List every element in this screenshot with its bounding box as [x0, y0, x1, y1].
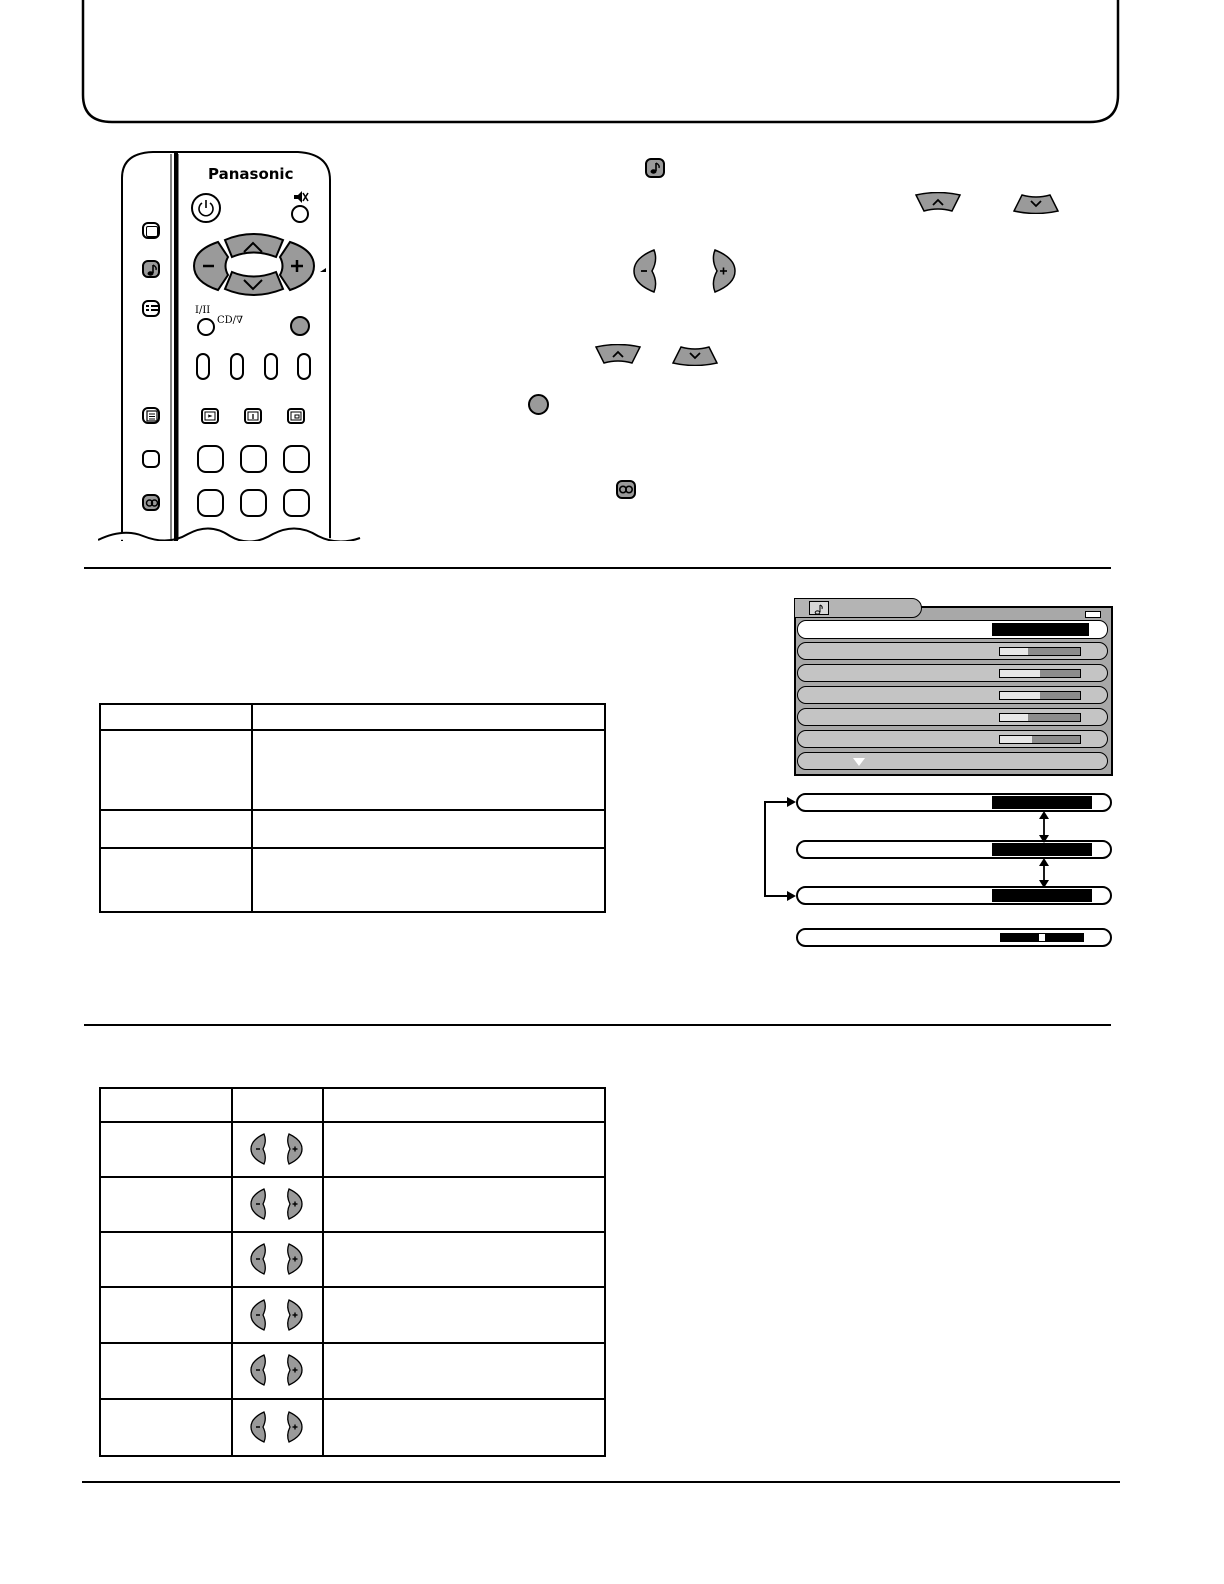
- osd-level-bar: [999, 735, 1081, 744]
- surround-icon: [618, 482, 634, 497]
- aspect-icon: [203, 410, 217, 422]
- step-gray-button: [528, 394, 549, 415]
- osd-level-bar: [999, 647, 1081, 656]
- power-button[interactable]: [191, 193, 221, 223]
- osd-tab: [794, 598, 922, 618]
- plus-icon: [284, 1410, 304, 1444]
- list-button[interactable]: [142, 300, 160, 317]
- minus-icon: [249, 1410, 269, 1444]
- list-icon: [145, 303, 159, 315]
- plus-icon: [284, 1132, 304, 1166]
- minus-icon: [632, 248, 660, 294]
- balance-marker: [1039, 934, 1045, 941]
- stereo-label: I/II: [195, 305, 211, 316]
- plus-icon: [284, 1353, 304, 1387]
- number-key[interactable]: [283, 489, 310, 517]
- stereo-button[interactable]: [197, 318, 215, 336]
- table-row: [100, 1177, 605, 1232]
- table-row: [100, 704, 605, 730]
- screen-icon: [146, 226, 158, 237]
- surround-label: CD/∇: [217, 315, 244, 326]
- chevron-down-icon: [671, 344, 719, 366]
- table-row: [100, 1088, 605, 1122]
- osd-row-selected: [797, 620, 1108, 639]
- teletext-icon: [145, 410, 159, 422]
- number-key[interactable]: [240, 489, 267, 517]
- plus-icon: [284, 1298, 304, 1332]
- blue-button[interactable]: [297, 353, 311, 380]
- music-note-icon: [647, 160, 663, 176]
- yellow-button[interactable]: [264, 353, 278, 380]
- osd-level-bar: [999, 669, 1081, 678]
- plus-icon: [284, 1242, 304, 1276]
- osd-row: [797, 752, 1108, 770]
- red-button[interactable]: [196, 353, 210, 380]
- tv-mode-button[interactable]: [142, 222, 160, 239]
- chevron-up-icon: [594, 344, 642, 366]
- osd-row: [797, 642, 1108, 660]
- surround-button[interactable]: [142, 494, 160, 511]
- sound-menu-button[interactable]: [142, 260, 160, 278]
- osd-indicator: [1085, 611, 1101, 618]
- minus-icon: [249, 1298, 269, 1332]
- remote-control: [98, 148, 368, 548]
- table-row: [100, 1232, 605, 1287]
- pip-icon: [289, 410, 303, 422]
- chevron-up-icon: [914, 192, 962, 214]
- info-icon: [246, 410, 260, 422]
- mute-button[interactable]: [291, 205, 309, 223]
- blank-button[interactable]: [142, 450, 160, 468]
- osd-row: [797, 708, 1108, 726]
- footer-rule: [82, 1481, 1120, 1483]
- section-divider: [84, 567, 1111, 569]
- music-note-icon: [809, 601, 829, 615]
- number-key[interactable]: [197, 445, 224, 473]
- table-row: [100, 730, 605, 810]
- section-divider: [84, 1024, 1111, 1026]
- surround-icon: [145, 497, 159, 509]
- minus-icon: [249, 1353, 269, 1387]
- table-row: [100, 1122, 605, 1177]
- table-row: [100, 1343, 605, 1399]
- down-arrow-icon: [852, 757, 866, 767]
- table-row: [100, 848, 605, 912]
- osd-level-bar: [999, 691, 1081, 700]
- music-note-icon: [145, 263, 159, 277]
- step-sound-button: [645, 158, 665, 178]
- minus-icon: [249, 1187, 269, 1221]
- power-icon: [193, 195, 219, 221]
- plus-icon: [284, 1187, 304, 1221]
- pip-button[interactable]: [287, 408, 305, 424]
- chevron-down-icon: [1012, 192, 1060, 214]
- table-row: [100, 810, 605, 848]
- plus-icon: [709, 248, 737, 294]
- minus-icon: [249, 1132, 269, 1166]
- info-button[interactable]: [244, 408, 262, 424]
- balance-bar: [1000, 933, 1084, 942]
- osd-row: [797, 686, 1108, 704]
- step-surround-button: [616, 480, 636, 499]
- number-key[interactable]: [197, 489, 224, 517]
- table-row: [100, 1399, 605, 1456]
- number-key[interactable]: [240, 445, 267, 473]
- osd-level-bar: [999, 713, 1081, 722]
- teletext-button[interactable]: [142, 407, 160, 424]
- number-key[interactable]: [283, 445, 310, 473]
- table-row: [100, 1287, 605, 1343]
- speaker-mute-icon: [293, 190, 309, 204]
- balance-row: [796, 928, 1112, 947]
- cycle-arrows: [760, 790, 1060, 910]
- osd-row: [797, 664, 1108, 682]
- sound-mode-table: [99, 703, 606, 913]
- header-frame: [0, 0, 1224, 130]
- gray-button[interactable]: [290, 316, 310, 336]
- minus-icon: [249, 1242, 269, 1276]
- brand-logo: Panasonic: [208, 165, 294, 183]
- aspect-button[interactable]: [201, 408, 219, 424]
- osd-value-box: [992, 623, 1089, 636]
- green-button[interactable]: [230, 353, 244, 380]
- osd-row: [797, 730, 1108, 748]
- adjustment-table: [99, 1087, 606, 1457]
